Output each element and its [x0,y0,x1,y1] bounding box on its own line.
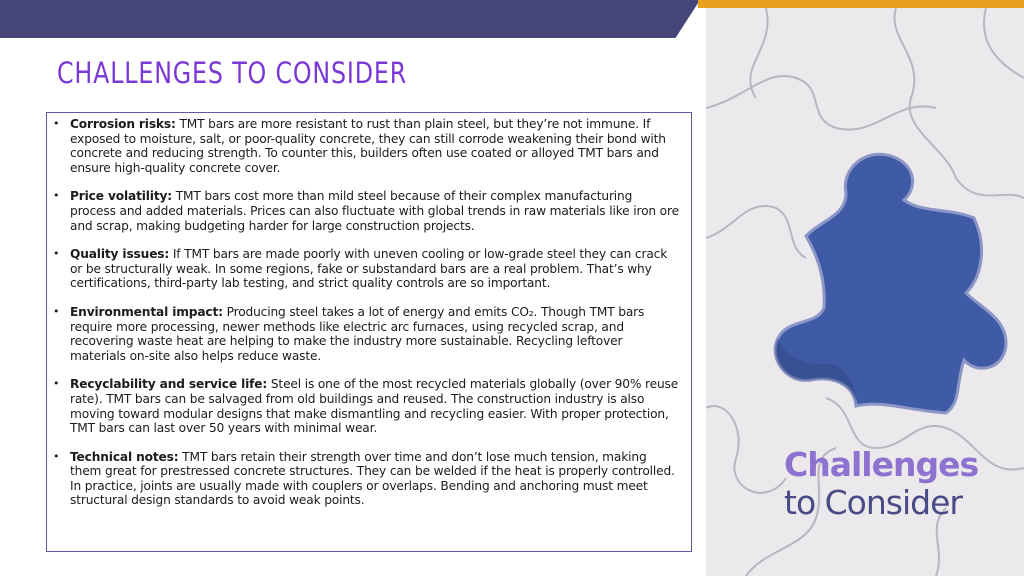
bullet-label: Price volatility: [70,189,173,204]
bullet-label: Recyclability and service life: [70,377,268,392]
top-accent-bar [698,0,1024,8]
photo-caption [784,446,978,522]
bullet-label: Technical notes: [70,449,179,464]
bullet-text: TMT bars are more resistant to rust than plain steel, but they’re not immune. If exposed to moisture, salt, or poor-quality concrete, they can still corrode weakening their bond with concrete and reducing strength. To counter this, builders often use coated or alloyed TMT bars and ensure high-quality concrete cover. [70,117,666,175]
caption-line-1: Challenges [784,445,979,484]
bullet-text: TMT bars cost more than mild steel because of their complex manufacturing process and added materials. Prices can also fluctuate with global trends in raw materials like iron ore and scrap, making budgeting harder for large construction projects. [70,189,679,233]
bullet-corrosion-risks [53,117,681,175]
bullet-recyclability [53,377,681,435]
bullet-list [53,117,681,508]
bullet-quality-issues [53,247,681,291]
bullet-label: Quality issues: [70,247,170,262]
bullet-text: TMT bars retain their strength over time and don’t lose much tension, making them great for prestressed concrete structures. They can be welded if the heat is properly controlled. In practice, joints are usually made with couplers or overlaps. Bending and anchoring must meet structural design standards to avoid weak points. [70,449,675,508]
top-banner [0,0,700,38]
bullet-price-volatility [53,189,681,233]
puzzle-photo [706,8,1024,576]
bullet-label: Corrosion risks: [70,117,176,131]
bullet-text: If TMT bars are made poorly with uneven cooling or low-grade steel they can crack or be structurally weak. In some regions, fake or substandard bars are a real problem. That’s why certifications, third-party lab testing, and strict quality controls are so important. [70,247,668,291]
bullet-environmental-impact [53,305,681,363]
slide-title: CHALLENGES TO CONSIDER [57,56,408,90]
bullet-text: Producing steel takes a lot of energy and emits CO₂. Though TMT bars require more processing, newer methods like electric arc furnaces, using recycled scrap, and recovering waste heat are helping to make the industry more sustainable. Recycling leftover materials on-site also helps reduce waste. [70,304,645,363]
caption-line-2: to Consider [784,483,962,522]
bullet-text: Steel is one of the most recycled materials globally (over 90% reuse rate). TMT bars can be salvaged from old buildings and reused. The construction industry is also moving toward modular designs that make dismantling and recycling easier. With proper protection, TMT bars can last over 50 years with minimal wear. [70,377,679,436]
bullet-label: Environmental impact: [70,304,223,319]
bullet-technical-notes [53,450,681,508]
content-box [46,112,692,552]
